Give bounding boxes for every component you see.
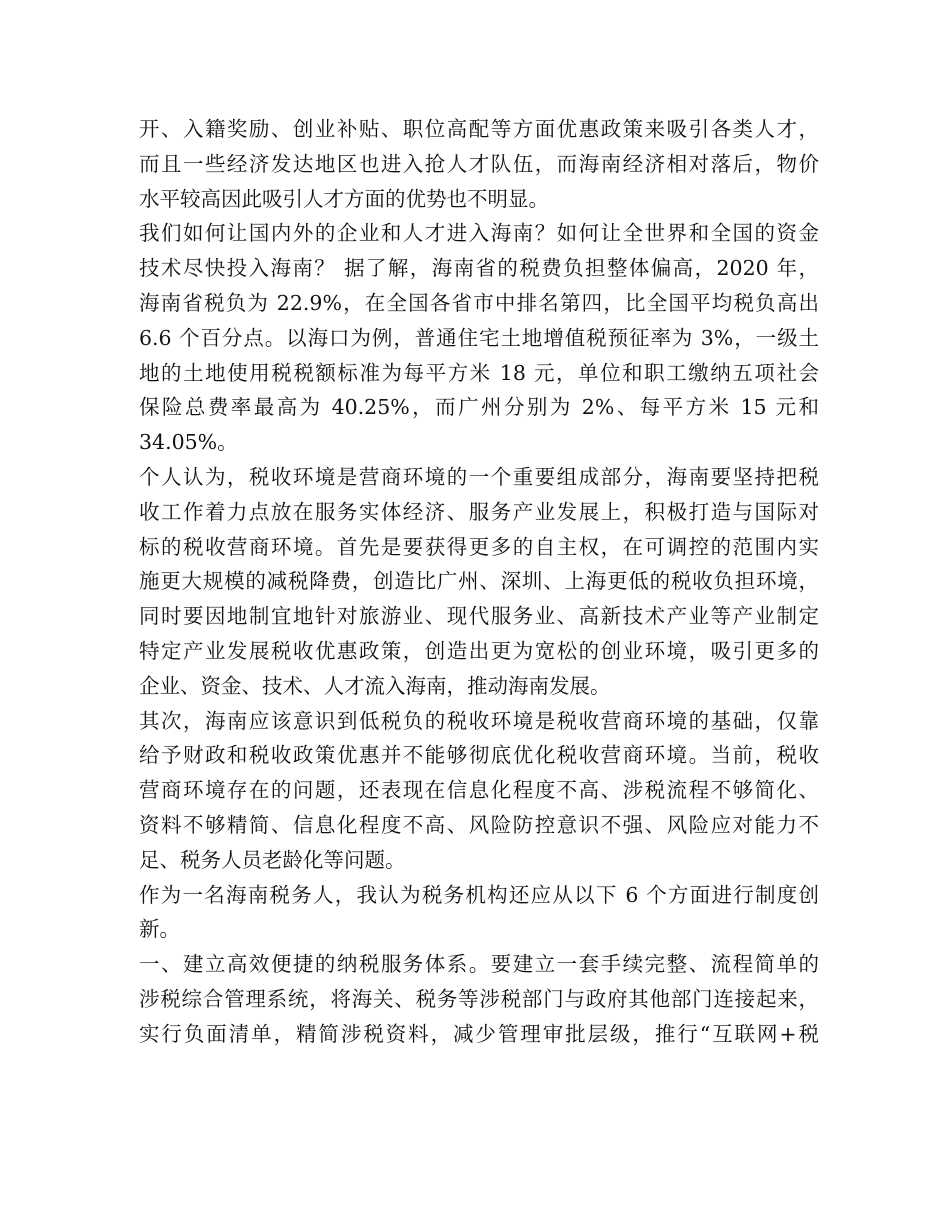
text-line: 保险总费率最高为 40.25%，而广州分别为 2%、每平方米 15 元和 bbox=[139, 395, 819, 420]
text-line: 特定产业发展税收优惠政策，创造出更为宽松的创业环境，吸引更多的 bbox=[139, 638, 819, 663]
text-line: 新。 bbox=[139, 917, 180, 942]
text-line: 开、入籍奖励、创业补贴、职位高配等方面优惠政策来吸引各类人才， bbox=[139, 117, 819, 141]
text-line: 34.05%。 bbox=[139, 430, 238, 455]
text-line: 个人认为，税收环境是营商环境的一个重要组成部分，海南要坚持把税 bbox=[139, 464, 819, 489]
text-line: 我们如何让国内外的企业和人才进入海南？如何让全世界和全国的资金 bbox=[139, 221, 819, 246]
text-line: 技术尽快投入海南？ 据了解，海南省的税费负担整体偏高，2020 年， bbox=[139, 256, 819, 281]
text-line: 实行负面清单，精简涉税资料，减少管理审批层级，推行“互联网+税 bbox=[139, 1021, 819, 1046]
text-line: 作为一名海南税务人，我认为税务机构还应从以下 6 个方面进行制度创 bbox=[139, 882, 819, 907]
text-line: 而且一些经济发达地区也进入抢人才队伍，而海南经济相对落后，物价 bbox=[139, 151, 819, 176]
text-line: 足、税务人员老龄化等问题。 bbox=[139, 847, 406, 872]
text-line: 其次，海南应该意识到低税负的税收环境是税收营商环境的基础，仅靠 bbox=[139, 708, 819, 733]
text-line: 6.6 个百分点。以海口为例，普通住宅土地增值税预征率为 3%，一级土 bbox=[139, 325, 819, 350]
text-line: 施更大规模的减税降费，创造比广州、深圳、上海更低的税收负担环境， bbox=[139, 569, 819, 594]
text-line: 同时要因地制宜地针对旅游业、现代服务业、高新技术产业等产业制定 bbox=[139, 604, 819, 629]
body-text bbox=[139, 112, 819, 1052]
text-line: 标的税收营商环境。首先是要获得更多的自主权，在可调控的范围内实 bbox=[139, 534, 819, 559]
text-line: 一、建立高效便捷的纳税服务体系。要建立一套手续完整、流程简单的 bbox=[139, 952, 819, 977]
text-line: 地的土地使用税税额标准为每平方米 18 元，单位和职工缴纳五项社会 bbox=[139, 360, 819, 385]
text-line: 涉税综合管理系统，将海关、税务等涉税部门与政府其他部门连接起来， bbox=[139, 986, 819, 1011]
text-line: 给予财政和税收政策优惠并不能够彻底优化税收营商环境。当前，税收 bbox=[139, 743, 819, 768]
text-line: 营商环境存在的问题，还表现在信息化程度不高、涉税流程不够简化、 bbox=[139, 778, 819, 803]
text-line: 海南省税负为 22.9%，在全国各省市中排名第四，比全国平均税负高出 bbox=[139, 290, 819, 315]
text-line: 企业、资金、技术、人才流入海南，推动海南发展。 bbox=[139, 673, 611, 698]
text-line: 水平较高因此吸引人才方面的优势也不明显。 bbox=[139, 186, 549, 211]
text-line: 资料不够精简、信息化程度不高、风险防控意识不强、风险应对能力不 bbox=[139, 812, 819, 837]
text-line: 收工作着力点放在服务实体经济、服务产业发展上，积极打造与国际对 bbox=[139, 499, 819, 524]
